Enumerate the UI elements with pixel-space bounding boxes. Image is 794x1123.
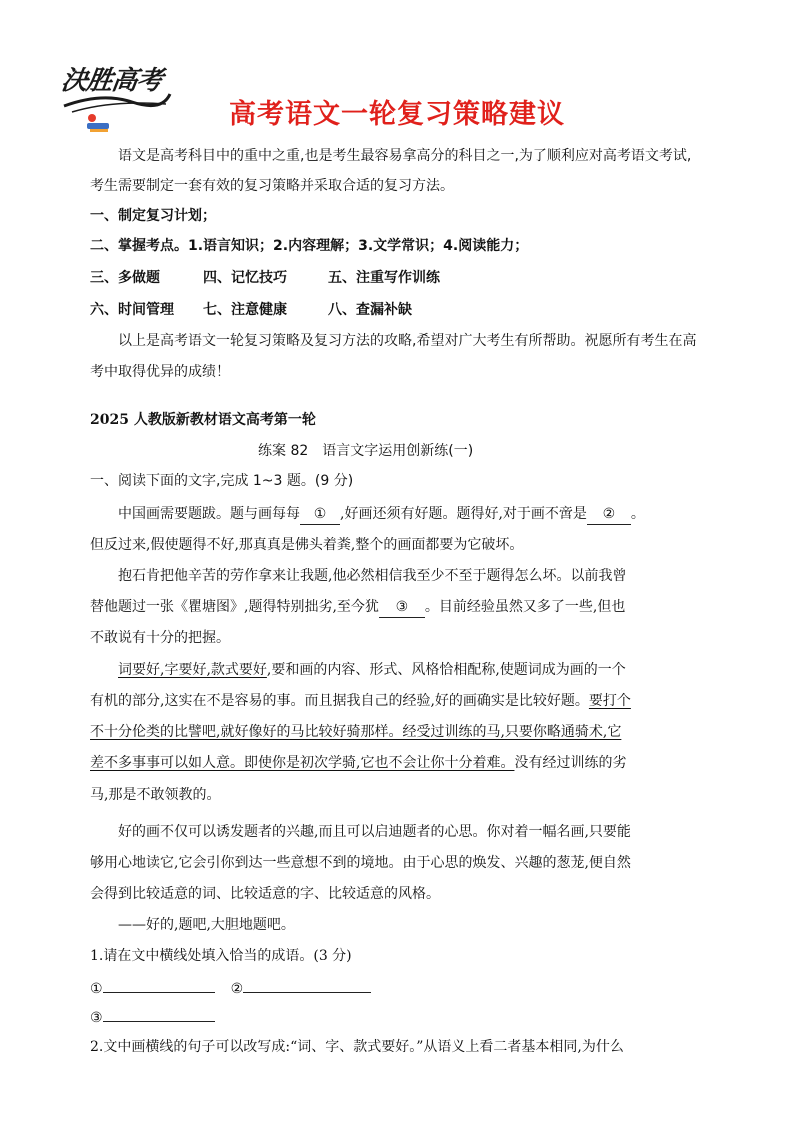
question-2: 2.文中画横线的句子可以改写成:“词、字、款式要好。”从语义上看二者基本相同,为什么 — [90, 1039, 624, 1055]
plan-item: 二、掌握考点。1.语言知识；2.内容理解；3.文学常识；4.阅读能力； — [90, 238, 529, 254]
underlined-sentence: 词要好,字要好,款式要好 — [118, 662, 267, 678]
passage-text: 没有经过训练的劣 — [514, 755, 627, 771]
plan-item: 八、查漏补缺 — [328, 302, 412, 318]
answer-row — [90, 977, 371, 999]
exercise-subtitle: 练案 82 语言文字运用创新练(一) — [258, 443, 474, 459]
plan-item: 六、时间管理 — [90, 302, 174, 318]
passage-line — [90, 691, 631, 711]
blank-1: ① — [300, 504, 340, 525]
underlined-sentence: 差不多事事可以如人意。即使你是初次学骑,它也不会让你十分着难。 — [90, 755, 515, 771]
answer-row — [90, 1006, 215, 1028]
intro-paragraph-line: 语文是高考科目中的重中之重,也是考生最容易拿高分的科目之一,为了顺利应对高考语文考试, — [118, 148, 692, 164]
passage-text: 。 — [630, 506, 645, 522]
passage-line — [118, 504, 645, 525]
answer-label: ② — [230, 981, 244, 997]
plan-item: 四、记忆技巧 — [203, 270, 287, 286]
passage-line — [90, 753, 626, 773]
passage-text: ,好画还须有好题。题得好,对于画不啻是 — [340, 506, 587, 522]
passage-line: ——好的,题吧,大胆地题吧。 — [118, 917, 295, 933]
plan-item: 一、制定复习计划； — [90, 208, 216, 224]
passage-line: 不敢说有十分的把握。 — [90, 630, 230, 646]
passage-text: 中国画需要题跋。题与画每每 — [118, 506, 300, 522]
conclusion-line: 以上是高考语文一轮复习策略及复习方法的攻略,希望对广大考生有所帮助。祝愿所有考生在高 — [118, 333, 697, 349]
passage-text: 。目前经验虽然又多了一些,但也 — [424, 599, 626, 615]
answer-line-3[interactable] — [103, 1006, 215, 1022]
passage-line: 抱石肯把他辛苦的劳作拿来让我题,他必然相信我至少不至于题得怎么坏。以前我曾 — [118, 568, 627, 584]
section-heading: 2025 人教版新教材语文高考第一轮 — [90, 412, 316, 428]
passage-line — [118, 660, 626, 680]
plan-item: 三、多做题 — [90, 270, 160, 286]
passage-text: 有机的部分,这实在不是容易的事。而且据我自己的经验,好的画确实是比较好题。 — [90, 693, 589, 709]
underlined-sentence: 要打个 — [588, 693, 631, 709]
answer-line-1[interactable] — [103, 977, 215, 993]
answer-label: ③ — [90, 1010, 103, 1026]
plan-items-row — [90, 300, 412, 320]
intro-paragraph-line: 考生需要制定一套有效的复习策略并采取合适的复习方法。 — [90, 178, 454, 194]
page-title: 高考语文一轮复习策略建议 — [229, 99, 565, 130]
passage-line: 但反过来,假使题得不好,那真真是佛头着粪,整个的画面都要为它破坏。 — [90, 537, 524, 553]
passage-line: 会得到比较适意的词、比较适意的字、比较适意的风格。 — [90, 886, 440, 902]
blank-2: ② — [587, 504, 631, 525]
underlined-sentence: 不十分伦类的比譬吧,就好像好的马比较好骑那样。经受过训练的马,只要你略通骑术,它 — [90, 724, 622, 740]
question-group-intro: 一、阅读下面的文字,完成 1~3 题。(9 分) — [90, 473, 354, 489]
plan-items-row — [90, 268, 440, 288]
passage-text: ,要和画的内容、形式、风格恰相配称,使题词成为画的一个 — [266, 662, 626, 678]
answer-label: ① — [90, 981, 103, 997]
passage-line: 好的画不仅可以诱发题者的兴趣,而且可以启迪题者的心思。你对着一幅名画,只要能 — [118, 824, 631, 840]
question-1: 1.请在文中横线处填入恰当的成语。(3 分) — [90, 948, 352, 964]
passage-line: 马,那是不敢领教的。 — [90, 787, 221, 803]
plan-item: 五、注重写作训练 — [328, 270, 440, 286]
answer-line-2[interactable] — [243, 977, 371, 993]
conclusion-line: 考中取得优异的成绩！ — [90, 364, 230, 380]
passage-line — [90, 597, 625, 618]
passage-text: 替他题过一张《瞿塘图》,题得特别拙劣,至今犹 — [90, 599, 379, 615]
blank-3: ③ — [379, 597, 425, 618]
logo-text: 決胜高考 — [59, 66, 164, 96]
plan-item: 七、注意健康 — [203, 302, 287, 318]
passage-line: 够用心地读它,它会引你到达一些意想不到的境地。由于心思的焕发、兴趣的葱茏,便自然 — [90, 855, 631, 871]
